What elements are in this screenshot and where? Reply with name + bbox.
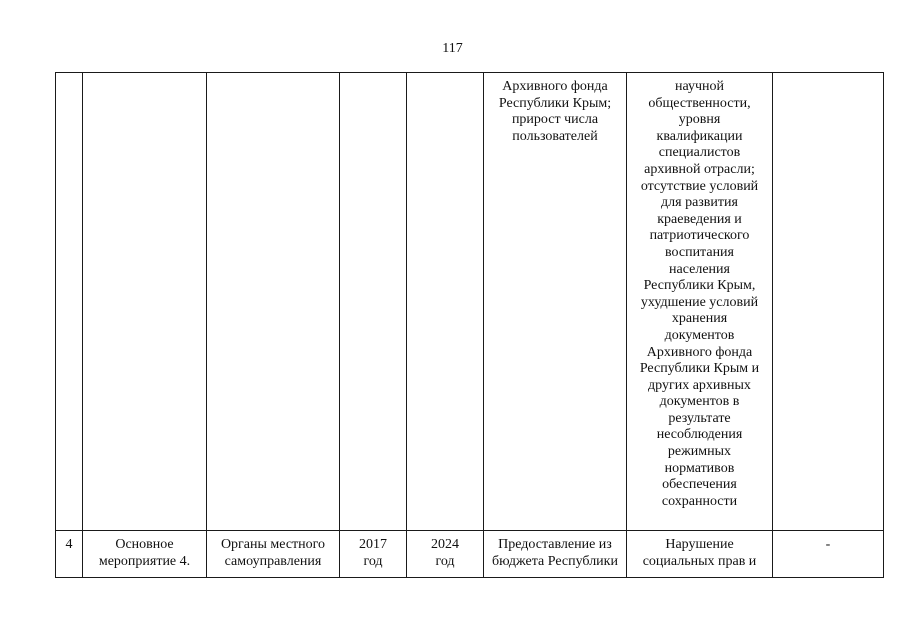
measures-table: [55, 72, 884, 578]
text-line: воспитания: [665, 244, 734, 260]
page-number: 117: [442, 41, 463, 56]
text-line: ухудшение условий: [640, 294, 759, 310]
text-line: Органы местного: [220, 537, 326, 552]
text-line: Республики Крым,: [643, 278, 756, 294]
text-line: других архивных: [648, 377, 751, 393]
text-line: бюджета Республики: [492, 553, 618, 569]
table-row: [56, 531, 884, 578]
text-line: год: [363, 553, 383, 569]
cell-executor: [207, 531, 340, 578]
text-line: несоблюдения: [656, 427, 743, 443]
text-line: режимных: [667, 444, 732, 460]
text-line: прирост числа: [511, 112, 599, 128]
text-line: научной: [674, 79, 725, 94]
text-line: год: [435, 553, 455, 569]
text-line: для развития: [661, 195, 738, 211]
text-line: 2024: [431, 537, 459, 552]
text-line: социальных прав и: [642, 553, 757, 569]
cell-consequences: [627, 73, 773, 531]
text-line: специалистов: [658, 145, 741, 161]
text-line: общественности,: [648, 95, 751, 111]
text-line: нормативов: [664, 460, 735, 476]
text-line: отсутствие условий: [640, 178, 759, 194]
text-line: Нарушение: [665, 537, 734, 552]
text-line: результате: [668, 410, 731, 426]
text-line: мероприятие 4.: [98, 553, 191, 569]
text-line: документов в: [659, 394, 740, 410]
text-line: краеведения и: [657, 211, 742, 227]
text-line: сохранности: [661, 493, 738, 509]
cell-expected-result: [484, 73, 627, 531]
text-line: населения: [669, 261, 730, 277]
cell-executor: [207, 73, 340, 531]
text-line: Предоставление из: [498, 537, 612, 552]
text-line: квалификации: [656, 128, 743, 144]
text-line: Архивного фонда: [502, 79, 608, 94]
text-line: архивной отрасли;: [644, 161, 755, 177]
text-line: самоуправления: [224, 553, 322, 569]
text-line: уровня: [678, 112, 721, 128]
text-line: пользователей: [512, 128, 598, 144]
text-line: Архивного фонда: [646, 344, 753, 360]
table-row: [56, 73, 884, 531]
cell-link: -: [773, 531, 884, 578]
cell-link: [773, 73, 884, 531]
text-line: документов: [664, 327, 735, 343]
cell-number: [56, 73, 83, 531]
text-line: 2017: [359, 537, 387, 552]
text-line: обеспечения: [662, 477, 737, 493]
text-line: Республики Крым;: [498, 95, 612, 111]
cell-number: 4: [56, 531, 83, 578]
text-line: патриотического: [649, 228, 750, 244]
text-line: хранения: [671, 311, 728, 327]
cell-expected-result: [484, 531, 627, 578]
cell-start-year: [340, 73, 407, 531]
cell-measure: [83, 73, 207, 531]
cell-start-year: [340, 531, 407, 578]
cell-measure: [83, 531, 207, 578]
cell-consequences: [627, 531, 773, 578]
cell-end-year: [407, 531, 484, 578]
text-line: Основное: [115, 537, 174, 552]
text-line: Республики Крым и: [639, 361, 760, 377]
cell-end-year: [407, 73, 484, 531]
